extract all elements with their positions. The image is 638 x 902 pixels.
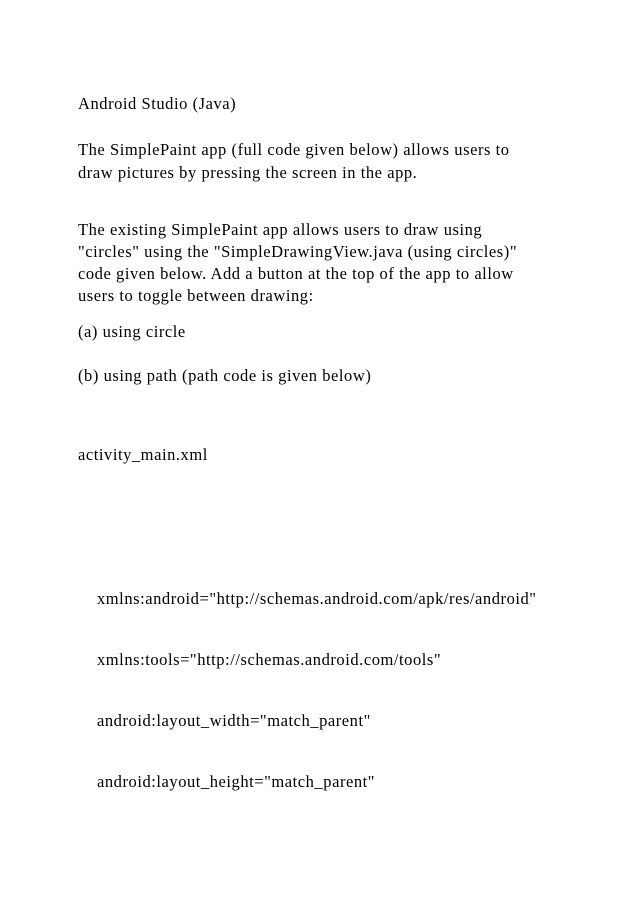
intro-line-1: The SimplePaint app (full code given below) allows users to [78,140,510,159]
document-heading: Android Studio (Java) [78,94,237,113]
code-line-2: xmlns:tools="http://schemas.android.com/tools" [97,650,442,669]
option-b: (b) using path (path code is given below) [78,366,372,385]
code-line-3: android:layout_width="match_parent" [97,711,371,730]
intro-line-2: draw pictures by pressing the screen in the app. [78,163,418,182]
task-line-1: The existing SimplePaint app allows users to draw using [78,220,483,239]
option-a: (a) using circle [78,322,186,341]
code-line-4: android:layout_height="match_parent" [97,772,376,791]
task-line-2: "circles" using the "SimpleDrawingView.java (using circles)" [78,242,518,261]
task-line-3: code given below. Add a button at the top of the app to allow [78,264,514,283]
code-line-1: xmlns:android="http://schemas.android.com/apk/res/android" [97,589,537,608]
file-name: activity_main.xml [78,445,208,464]
task-line-4: users to toggle between drawing: [78,286,314,305]
